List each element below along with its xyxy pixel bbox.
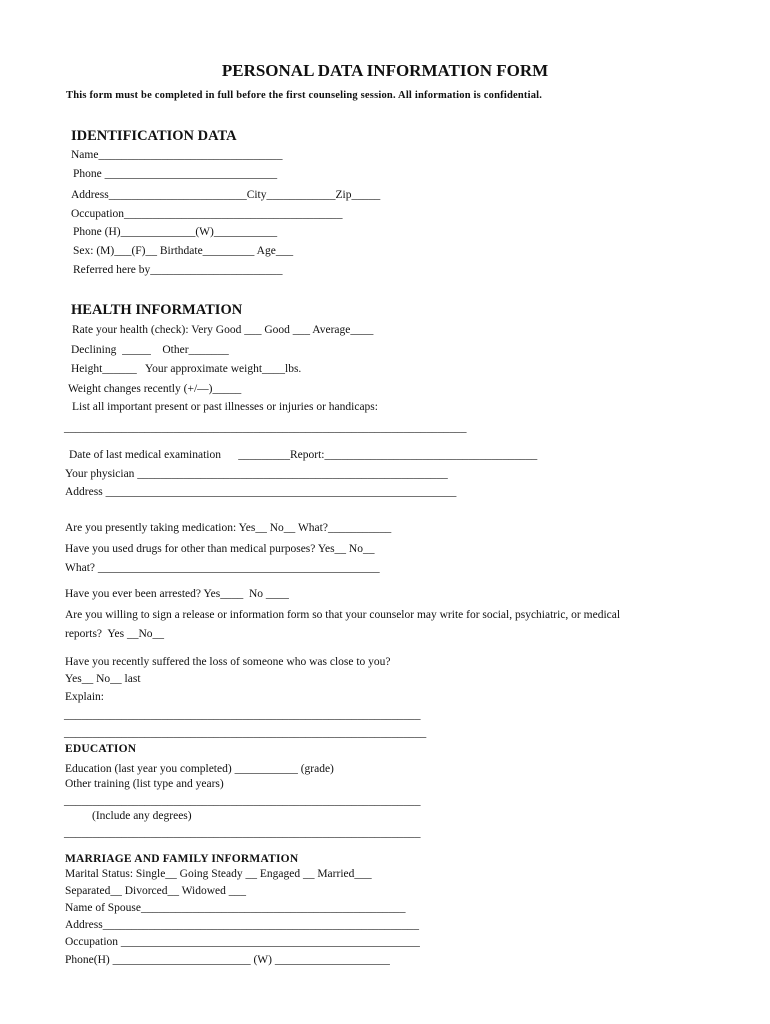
explain-line[interactable]: _______________________________________________________________: [64, 727, 427, 739]
health-heading: HEALTH INFORMATION: [71, 302, 243, 318]
marriage-heading: MARRIAGE AND FAMILY INFORMATION: [65, 853, 299, 865]
education-last-year-field[interactable]: Education (last year you completed) ___________ (grade): [65, 763, 334, 775]
drugs-what-field[interactable]: What? _________________________________________________: [65, 562, 380, 574]
form-intro: This form must be completed in full before the first counseling session. All information is confidential.: [66, 90, 543, 101]
phone-home-work-field[interactable]: Phone (H)_____________(W)___________: [73, 226, 278, 238]
physician-address-field[interactable]: Address _____________________________________________________________: [65, 486, 457, 498]
illnesses-line[interactable]: ______________________________________________________________________: [64, 422, 467, 434]
medication-question[interactable]: Are you presently taking medication: Yes__ No__ What?___________: [65, 522, 392, 534]
explain-label: Explain:: [65, 691, 104, 703]
last-exam-field[interactable]: Date of last medical examination _________Report:_____________________________________: [69, 449, 538, 461]
occupation-field[interactable]: Occupation______________________________________: [71, 208, 343, 220]
loss-question: Have you recently suffered the loss of someone who was close to you?: [65, 656, 391, 668]
physician-field[interactable]: Your physician ______________________________________________________: [65, 468, 448, 480]
spouse-phone-field[interactable]: Phone(H) ________________________ (W) ____________________: [65, 954, 390, 966]
release-question: Are you willing to sign a release or information form so that your counselor may write for social, psychiatric, or medical: [65, 609, 621, 621]
education-heading: EDUCATION: [65, 743, 137, 755]
spouse-name-field[interactable]: Name of Spouse______________________________________________: [65, 902, 406, 914]
height-weight-field[interactable]: Height______ Your approximate weight____lbs.: [71, 363, 302, 375]
explain-line[interactable]: ______________________________________________________________: [64, 709, 421, 721]
other-training-label: Other training (list type and years): [65, 778, 224, 790]
declining-other-field[interactable]: Declining _____ Other_______: [71, 344, 229, 356]
loss-answer[interactable]: Yes__ No__ last: [65, 673, 141, 685]
identification-heading: IDENTIFICATION DATA: [71, 128, 237, 144]
marital-status-field[interactable]: Marital Status: Single__ Going Steady __ Engaged __ Married___: [65, 868, 372, 880]
training-line[interactable]: ______________________________________________________________: [64, 795, 421, 807]
spouse-occupation-field[interactable]: Occupation ____________________________________________________: [65, 936, 420, 948]
name-field[interactable]: Name________________________________: [71, 149, 283, 161]
address-city-zip-field[interactable]: Address________________________City____________Zip_____: [71, 189, 381, 201]
spouse-address-field[interactable]: Address_______________________________________________________: [65, 919, 419, 931]
phone-field[interactable]: Phone ______________________________: [73, 168, 278, 180]
degrees-line[interactable]: ______________________________________________________________: [64, 827, 421, 839]
separated-field[interactable]: Separated__ Divorced__ Widowed ___: [65, 885, 247, 897]
drugs-question[interactable]: Have you used drugs for other than medical purposes? Yes__ No__: [65, 543, 375, 555]
rate-health-field[interactable]: Rate your health (check): Very Good ___ Good ___ Average____: [72, 324, 374, 336]
illnesses-prompt: List all important present or past illnesses or injuries or handicaps:: [72, 401, 378, 413]
referred-by-field[interactable]: Referred here by_______________________: [73, 264, 283, 276]
weight-changes-field[interactable]: Weight changes recently (+/—)_____: [68, 383, 242, 395]
form-title: PERSONAL DATA INFORMATION FORM: [221, 61, 549, 80]
degrees-note: (Include any degrees): [92, 810, 192, 822]
release-answer[interactable]: reports? Yes __No__: [65, 628, 165, 640]
sex-birthdate-age-field[interactable]: Sex: (M)___(F)__ Birthdate_________ Age___: [73, 245, 294, 257]
arrested-question[interactable]: Have you ever been arrested? Yes____ No ____: [65, 588, 289, 600]
